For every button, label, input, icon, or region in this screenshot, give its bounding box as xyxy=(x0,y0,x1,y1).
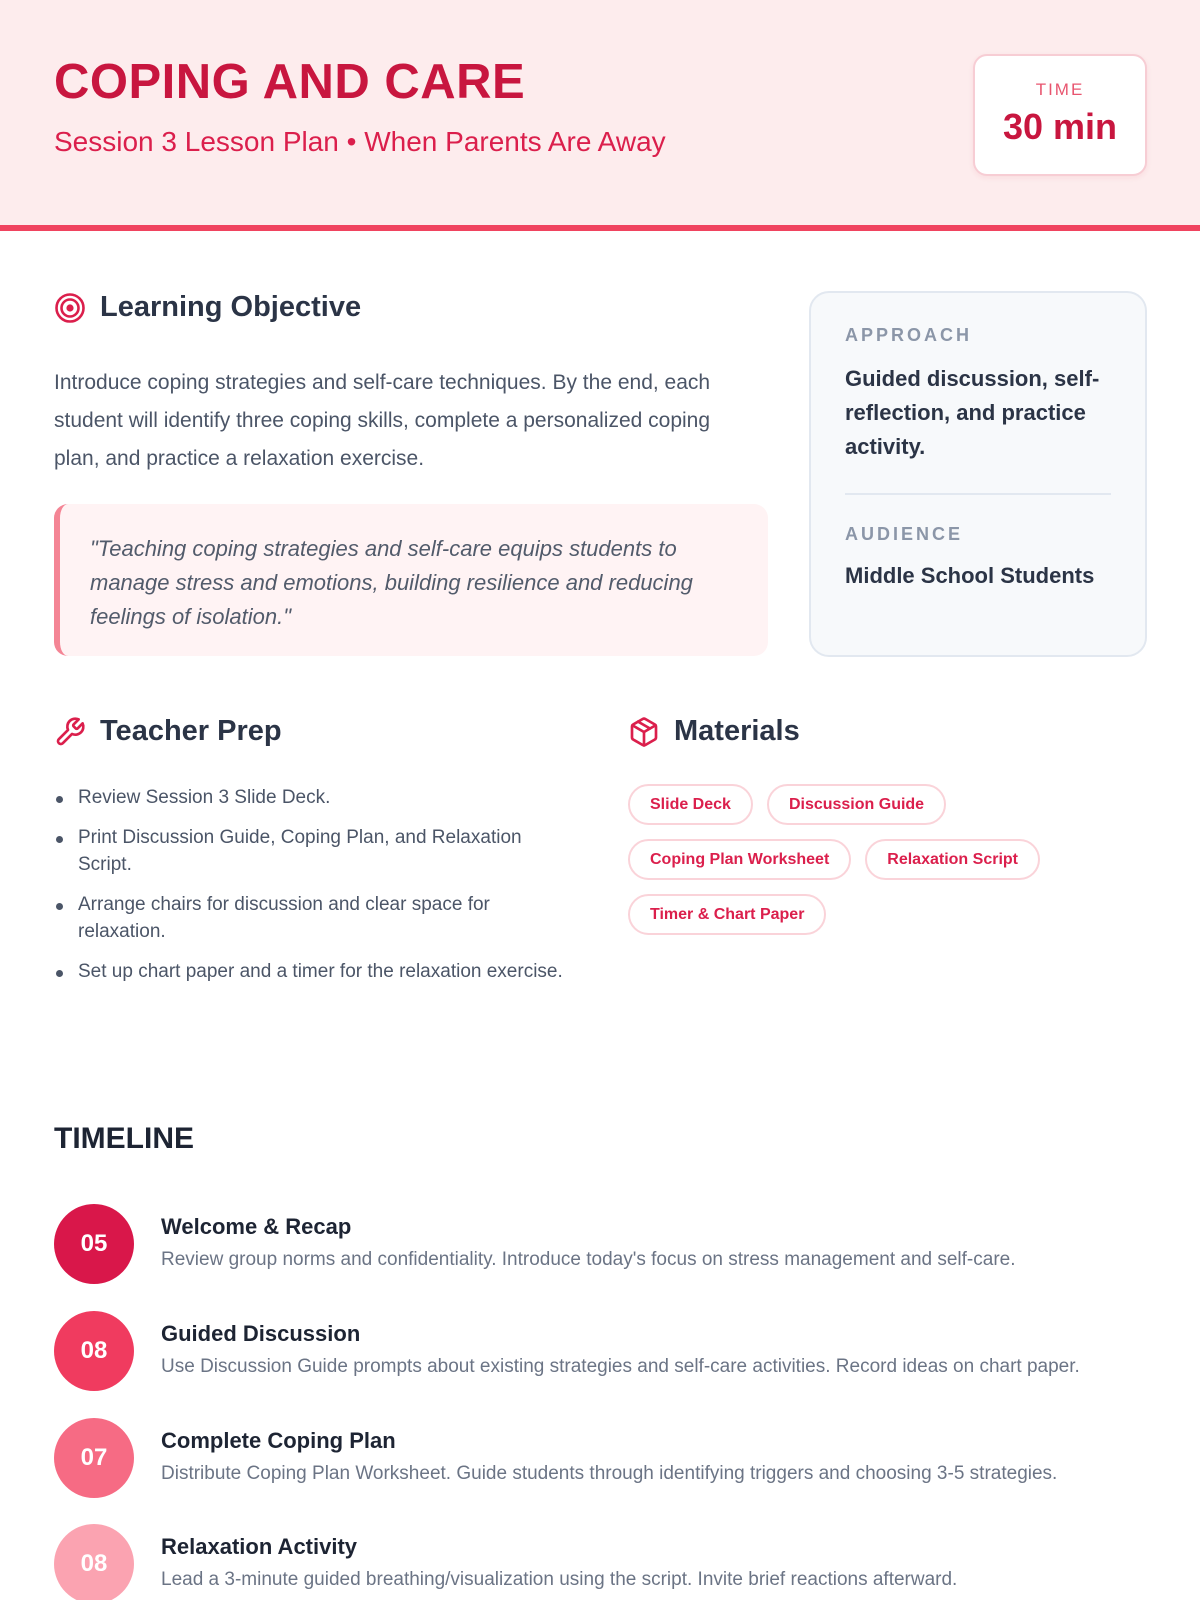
material-chip: Timer & Chart Paper xyxy=(628,894,826,935)
target-icon xyxy=(54,292,86,324)
material-chip: Relaxation Script xyxy=(865,839,1040,880)
wrench-icon xyxy=(54,716,86,748)
timeline-item xyxy=(54,1524,1174,1600)
timeline-item-description: Lead a 3-minute guided breathing/visualization using the script. Invite brief reactions afterward. xyxy=(161,1569,958,1590)
page-title: COPING AND CARE xyxy=(54,55,526,109)
timeline-heading: TIMELINE xyxy=(54,1122,194,1155)
timeline-item-description: Review group norms and confidentiality. Introduce today's focus on stress management and self-care. xyxy=(161,1249,1016,1270)
materials-chip-list xyxy=(628,784,1088,935)
duration-badge: 05 xyxy=(54,1204,134,1284)
material-chip: Slide Deck xyxy=(628,784,753,825)
audience-label: AUDIENCE xyxy=(845,524,964,544)
objective-text: Introduce coping strategies and self-care techniques. By the end, each student will identify three coping skills, complete a personalized coping plan, and practice a relaxation exercise. xyxy=(54,371,711,470)
time-value: 30 min xyxy=(1002,106,1118,147)
audience-value: Middle School Students xyxy=(845,563,1095,588)
objective-quote: "Teaching coping strategies and self-care equips students to manage stress and emotions, building resilience and reducing feelings of isolation." xyxy=(54,504,768,656)
approach-label: APPROACH xyxy=(845,325,973,345)
timeline-item-description: Distribute Coping Plan Worksheet. Guide students through identifying triggers and choosing 3-5 strategies. xyxy=(161,1463,1058,1484)
timeline-item xyxy=(54,1311,1174,1393)
teacher-prep-heading-label: Teacher Prep xyxy=(100,715,282,747)
timeline-item xyxy=(54,1204,1174,1286)
page-subtitle: Session 3 Lesson Plan • When Parents Are Away xyxy=(54,126,666,157)
material-chip: Discussion Guide xyxy=(767,784,946,825)
teacher-prep-heading xyxy=(54,715,282,748)
list-item: Print Discussion Guide, Coping Plan, and Relaxation Script. xyxy=(54,824,574,878)
lesson-header xyxy=(0,0,1200,231)
timeline-item-title: Guided Discussion xyxy=(161,1321,361,1346)
timeline-item-title: Relaxation Activity xyxy=(161,1534,358,1559)
list-item: Set up chart paper and a timer for the relaxation exercise. xyxy=(54,958,574,985)
timeline-item-title: Complete Coping Plan xyxy=(161,1428,396,1453)
list-item: Review Session 3 Slide Deck. xyxy=(54,784,574,811)
approach-value: Guided discussion, self-reflection, and practice activity. xyxy=(845,366,1100,459)
duration-badge: 08 xyxy=(54,1311,134,1391)
info-card xyxy=(809,291,1147,657)
package-icon xyxy=(628,716,660,748)
objective-heading xyxy=(54,291,361,324)
list-item: Arrange chairs for discussion and clear space for relaxation. xyxy=(54,891,574,945)
duration-badge: 07 xyxy=(54,1418,134,1498)
timeline-item-title: Welcome & Recap xyxy=(161,1214,352,1239)
time-label: TIME xyxy=(1035,80,1085,99)
time-badge xyxy=(973,54,1147,176)
objective-heading-label: Learning Objective xyxy=(100,291,362,323)
timeline-item-description: Use Discussion Guide prompts about existing strategies and self-care activities. Record ideas on chart paper. xyxy=(161,1356,1080,1377)
timeline-item xyxy=(54,1418,1174,1500)
materials-heading xyxy=(628,715,800,748)
duration-badge: 08 xyxy=(54,1524,134,1600)
materials-heading-label: Materials xyxy=(674,715,800,747)
card-divider xyxy=(845,493,1111,495)
teacher-prep-list xyxy=(54,784,574,998)
material-chip: Coping Plan Worksheet xyxy=(628,839,851,880)
